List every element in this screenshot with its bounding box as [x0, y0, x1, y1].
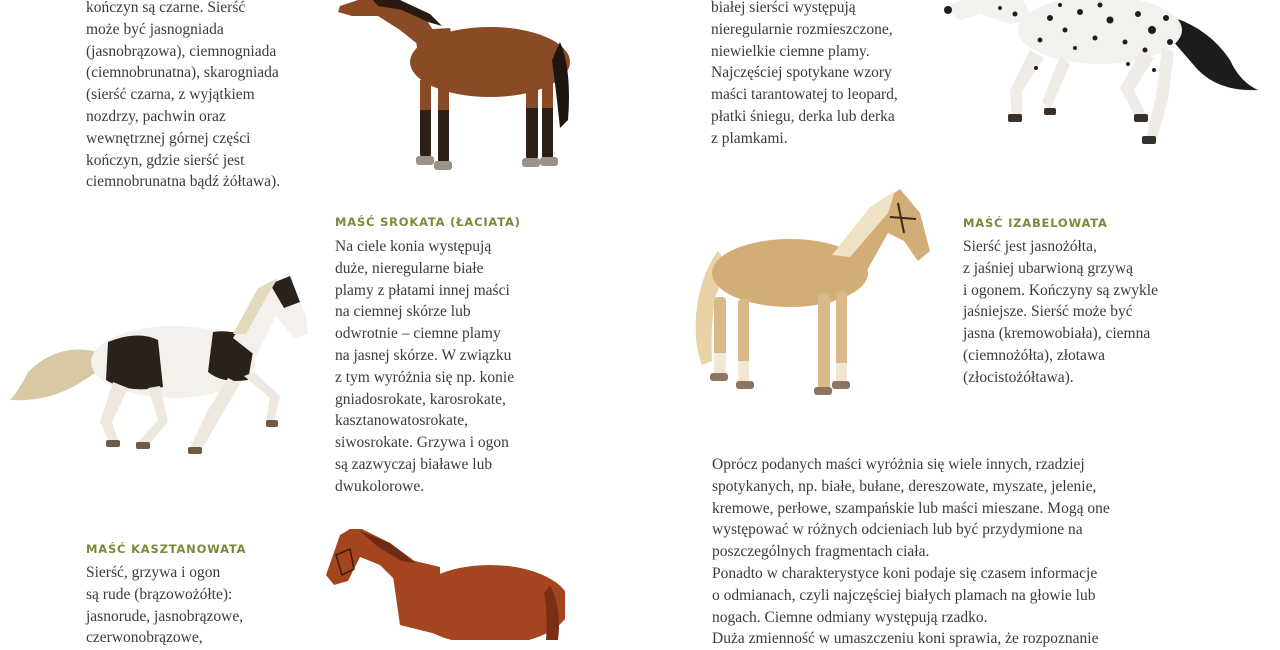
bay-horse-image	[330, 0, 575, 180]
pinto-horse-image	[8, 272, 313, 462]
heading-masc-kasztanowata: MAŚĆ KASZTANOWATA	[86, 542, 247, 556]
izabelowata-description-text: Sierść jest jasnożółta, z jaśniej ubarwioną grzywą i ogonem. Kończyny są zwykle jaśniejsze. Sierść może być jasna (kremowobiała), ciemna (ciemnożółta), złotawa (złocistożółtawa).	[963, 238, 1158, 386]
heading-masc-izabelowata: MAŚĆ IZABELOWATA	[963, 216, 1108, 230]
kasztanowata-description-text: Sierść, grzywa i ogon są rude (brązowożółte): jasnorude, jasnobrązowe, czerwonobrązowe,	[86, 564, 244, 647]
other-colors-text: Oprócz podanych maści wyróżnia się wiele innych, rzadziej spotykanych, np. białe, bułane, dereszowate, myszate, jelenie, kremowe, perłowe, szampańskie lub maści mieszane. Mogą one występować w różnych odcieniach lub być przydymione na poszczególnych fragmentach ciała. Ponadto w charakterystyce koni podaje się czasem informacje o odmianach, czyli najczęściej białych plamach na głowie lub nogach. Ciemne odmiany występują rzadko. Duża zmienność w umaszczeniu koni sprawia, że rozpoznanie	[712, 456, 1110, 648]
srokata-description-text: Na ciele konia występują duże, nieregularne białe plamy z płatami innej maści na ciemnej skórze lub odwrotnie – ciemne plamy na jasnej skórze. W związku z tym wyróżnia się np. konie gniadosrokate, karosrokate, kasztanowatosrokate, siwosrokate. Grzywa i ogon są zazwyczaj białawe lub dwukolorowe.	[335, 238, 515, 495]
appaloosa-horse-image	[940, 0, 1260, 150]
palomino-horse-image	[690, 185, 935, 400]
tarantowata-description-text: białej sierści występują nieregularnie rozmieszczone, niewielkie ciemne plamy. Najczęściej spotykane wzory maści tarantowatej to leopard, płatki śniegu, derka lub derka z plamkami.	[711, 0, 898, 147]
bay-description-text: kończyn są czarne. Sierść może być jasnogniada (jasnobrązowa), ciemnogniada (ciemnobrunatna), skarogniada (sierść czarna, z wyjątkiem nozdrzy, pachwin oraz wewnętrznej górnej części kończyn, gdzie sierść jest ciemnobrunatna bądź żółtawa).	[86, 0, 281, 191]
heading-masc-srokata: MAŚĆ SROKATA (ŁACIATA)	[335, 215, 521, 229]
chestnut-horse-image	[320, 525, 565, 640]
